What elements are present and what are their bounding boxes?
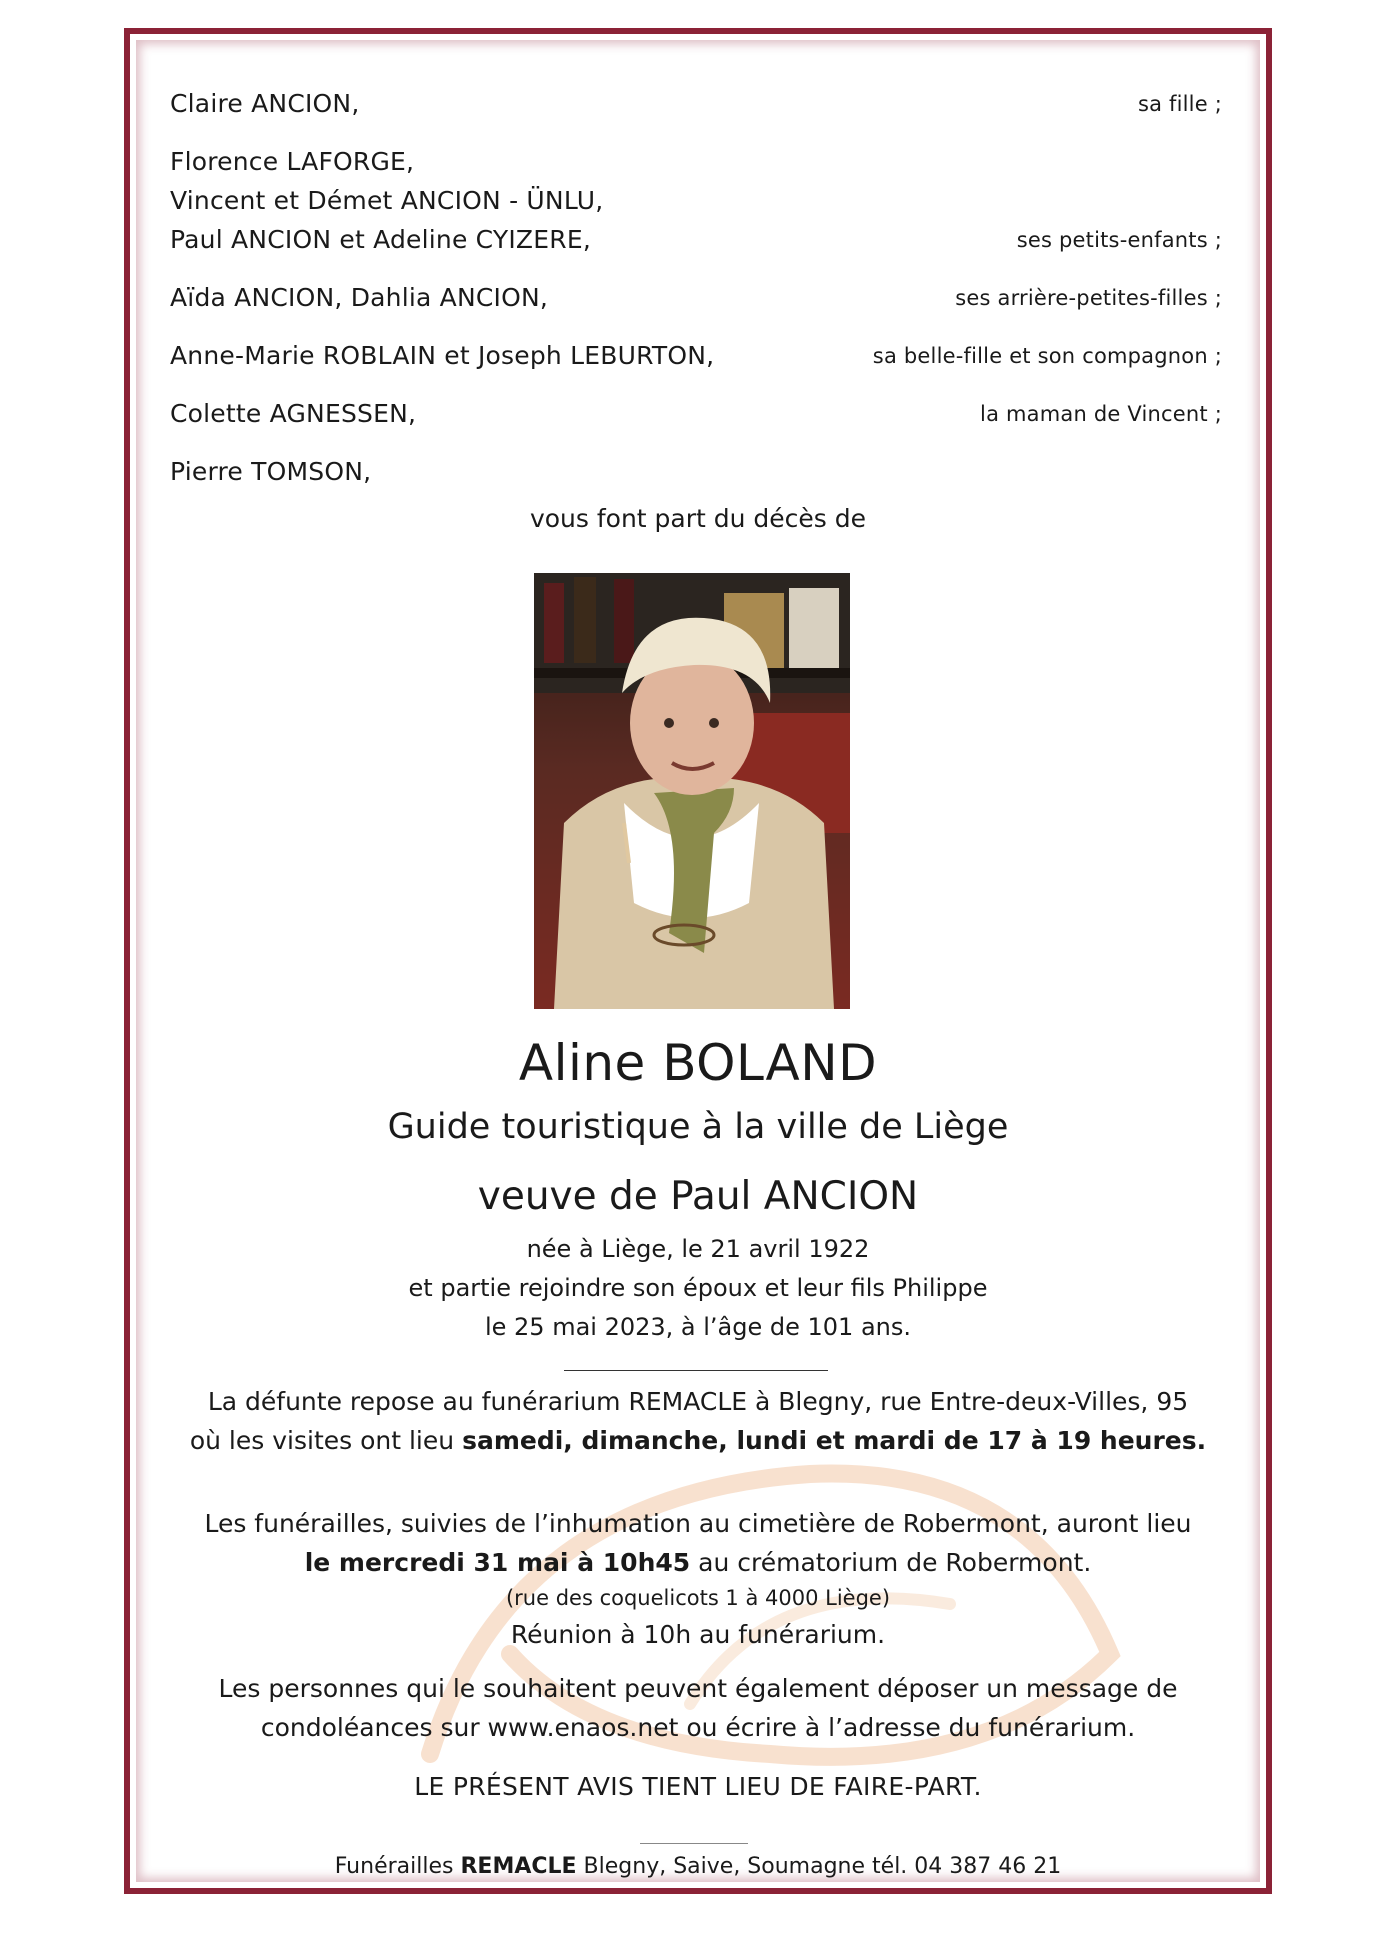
family-row xyxy=(170,452,1222,491)
funeral-place: au crématorium de Robermont. xyxy=(690,1548,1092,1577)
family-member-name: Vincent et Démet ANCION - ÜNLU, xyxy=(170,186,604,215)
joined-line: et partie rejoindre son époux et leur fils Philippe xyxy=(408,1274,988,1302)
family-member-name: Anne-Marie ROBLAIN et Joseph LEBURTON, xyxy=(170,341,715,370)
widow-of: veuve de Paul ANCION xyxy=(477,1174,919,1219)
footer xyxy=(130,1854,1266,1879)
intro-text: vous font part du décès de xyxy=(529,504,867,533)
visitation-times: samedi, dimanche, lundi et mardi de 17 à 19 heures. xyxy=(462,1426,1207,1455)
death-line: le 25 mai 2023, à l’âge de 101 ans. xyxy=(484,1313,912,1341)
notice-text: LE PRÉSENT AVIS TIENT LIEU DE FAIRE-PART. xyxy=(414,1772,982,1801)
footer-divider xyxy=(640,1843,748,1844)
family-row xyxy=(170,278,1222,317)
family-names xyxy=(170,278,548,317)
family-row xyxy=(170,336,1222,375)
family-member-name: Claire ANCION, xyxy=(170,89,360,118)
family-member-name: Florence LAFORGE, xyxy=(170,147,415,176)
family-relation: ses petits-enfants ; xyxy=(1016,228,1222,252)
section-divider xyxy=(564,1370,828,1371)
funeral-date: le mercredi 31 mai à 10h45 xyxy=(304,1548,691,1577)
portrait-photo xyxy=(534,573,850,1009)
family-row xyxy=(170,394,1222,433)
family-relation: sa fille ; xyxy=(1137,92,1222,116)
family-names xyxy=(170,394,416,433)
family-names xyxy=(170,84,359,123)
condolences-line-1: Les personnes qui le souhaitent peuvent également déposer un message de xyxy=(218,1674,1178,1703)
meeting-line: Réunion à 10h au funérarium. xyxy=(510,1620,886,1649)
deceased-name: Aline BOLAND xyxy=(518,1034,878,1092)
funeral-line-2 xyxy=(130,1543,1266,1582)
biography xyxy=(130,1230,1266,1347)
visitation-line-1: La défunte repose au funérarium REMACLE à Blegny, rue Entre-deux-Villes, 95 xyxy=(207,1387,1189,1416)
family-names xyxy=(170,452,371,491)
family-member-name: Paul ANCION et Adeline CYIZERE, xyxy=(170,225,591,254)
visitation-prefix: où les visites ont lieu xyxy=(189,1426,463,1455)
condolences-info xyxy=(130,1669,1266,1747)
family-member-name: Aïda ANCION, Dahlia ANCION, xyxy=(170,283,549,312)
funeral-address: (rue des coquelicots 1 à 4000 Liège) xyxy=(505,1586,891,1610)
footer-brand: REMACLE xyxy=(460,1854,577,1879)
family-names xyxy=(170,142,603,259)
family-relation: la maman de Vincent ; xyxy=(980,402,1222,426)
page-frame xyxy=(124,28,1272,1894)
footer-contact: Blegny, Saive, Soumagne tél. 04 387 46 21 xyxy=(576,1854,1062,1879)
family-row xyxy=(170,84,1222,123)
funeral-line-1: Les funérailles, suivies de l’inhumation au cimetière de Robermont, auront lieu xyxy=(204,1509,1192,1538)
family-relation: sa belle-fille et son compagnon ; xyxy=(872,344,1222,368)
funeral-info xyxy=(130,1504,1266,1654)
family-names xyxy=(170,336,714,375)
family-member-name: Pierre TOMSON, xyxy=(170,457,372,486)
visitation-line-2 xyxy=(130,1421,1266,1460)
birth-line: née à Liège, le 21 avril 1922 xyxy=(526,1235,870,1263)
family-row xyxy=(170,142,1222,259)
family-member-name: Colette AGNESSEN, xyxy=(170,399,417,428)
portrait-illustration xyxy=(534,573,850,1009)
family-relation: ses arrière-petites-filles ; xyxy=(955,286,1222,310)
condolences-line-2: condoléances sur www.enaos.net ou écrire à l’adresse du funérarium. xyxy=(260,1713,1136,1742)
deceased-occupation: Guide touristique à la ville de Liège xyxy=(387,1107,1009,1147)
visitation-info xyxy=(130,1382,1266,1460)
family-list xyxy=(170,84,1222,510)
footer-prefix: Funérailles xyxy=(334,1854,461,1879)
